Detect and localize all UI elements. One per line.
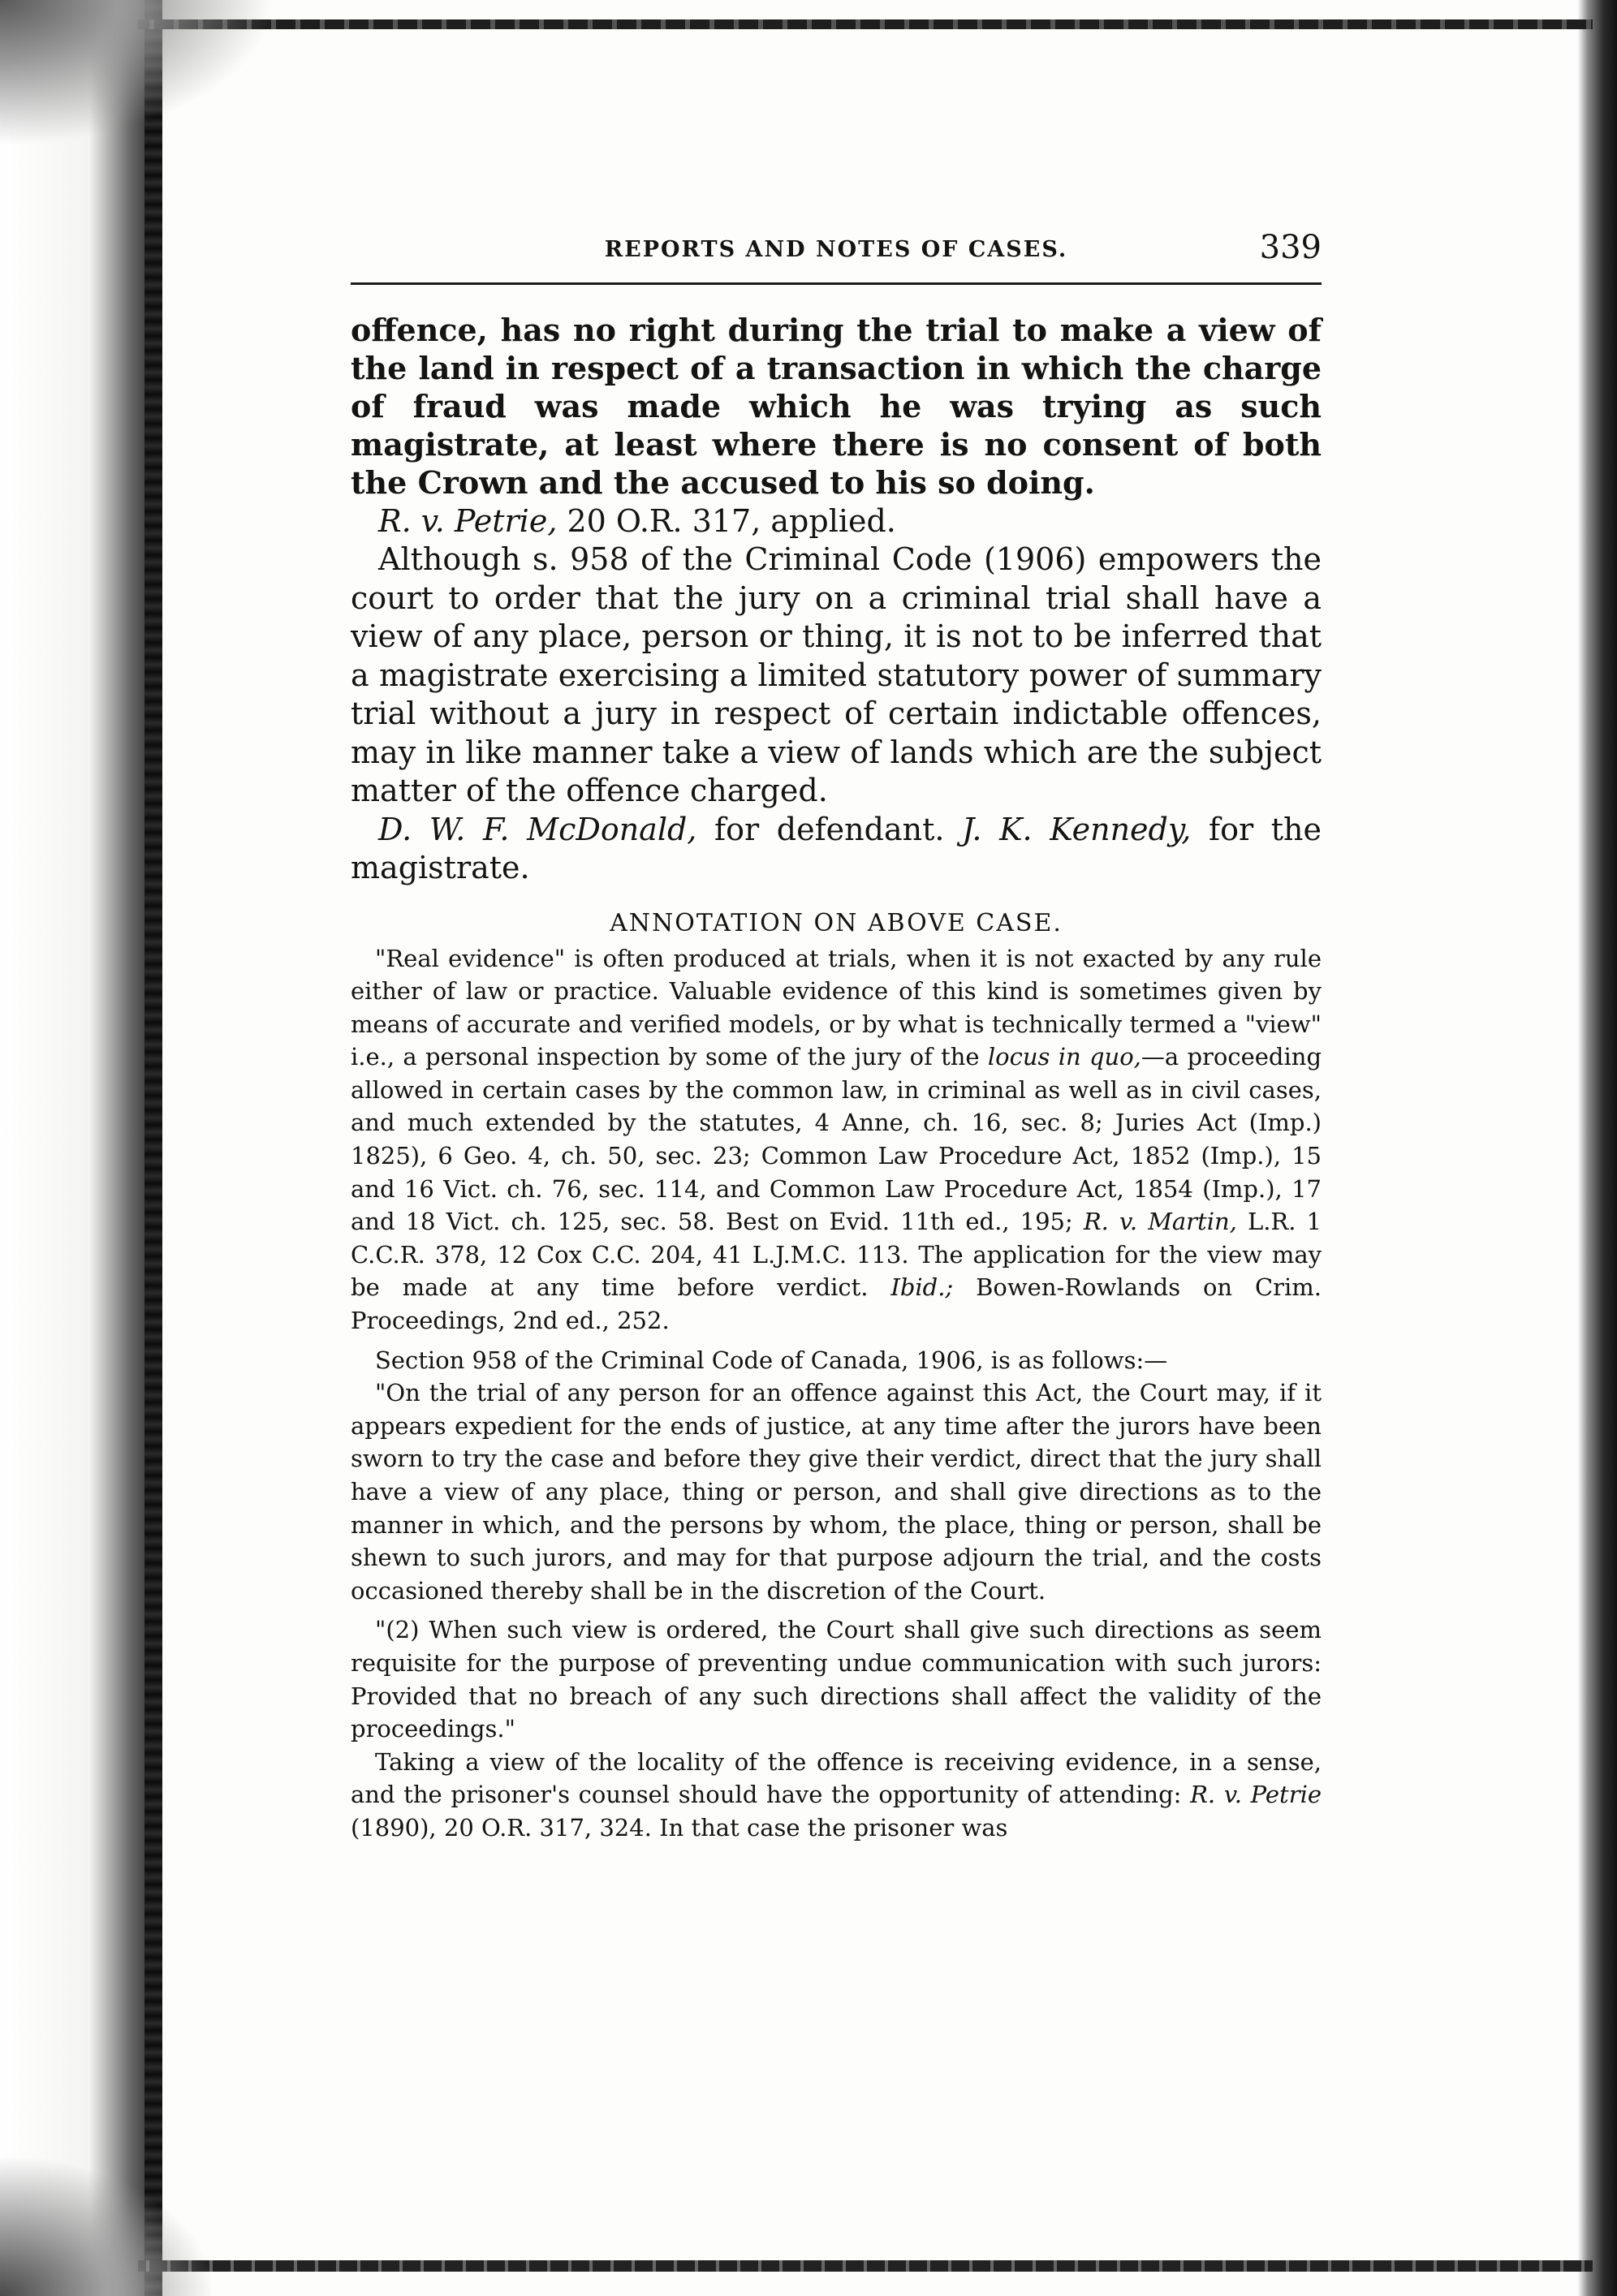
document-page	[351, 229, 1322, 1845]
case-petrie: R. v. Petrie	[1190, 1781, 1322, 1809]
counsel-defendant-name: D. W. F. McDonald,	[378, 811, 697, 847]
citation-case-name: R. v. Petrie,	[378, 503, 558, 539]
scan-bottom-edge	[138, 2260, 1593, 2272]
counsel-defendant-role: for defendant.	[696, 811, 963, 847]
scan-left-edge	[0, 0, 162, 2296]
counsel-line	[351, 811, 1322, 888]
paragraph-criminal-code: Although s. 958 of the Criminal Code (1906) empowers the court to order that the jury on a criminal trial shall have a view of any place, person or thing, it is not to be inferred that a magistrate exercising a limited statutory power of summary trial without a jury in respect of certain indictable offences, may in like manner take a view of lands which are the subject matter of the offence charged.	[351, 541, 1322, 808]
headnote: offence, has no right during the trial to make a view of the land in respect of a transaction in which the charge of fraud was made which he was trying as such magistrate, at least where there is no consent of both the Crown and the accused to his so doing.	[351, 312, 1322, 501]
page-number: 339	[1259, 229, 1322, 266]
locus-in-quo: locus in quo,	[987, 1043, 1141, 1071]
annotation-text: "Real evidence" is often produced at trials, when it is not exacted by any rule either of law or practice. Valuable evidence of this kind is sometimes given by means of accurate and verified models, or by what is technically termed a "view" i.e., a personal inspection by some of the jury of the	[351, 944, 1322, 1071]
citation-applied	[351, 502, 1322, 541]
main-body	[351, 541, 1322, 888]
statute-quote-para-2: "(2) When such view is ordered, the Court shall give such directions as seem requisite for the purpose of preventing undue communication with such jurors: Provided that no breach of any such directions shall affect the validity of the proceedings."	[351, 1616, 1322, 1743]
ibid: Ibid.;	[890, 1273, 954, 1302]
annotation-section-958-intro: Section 958 of the Criminal Code of Canada, 1906, is as follows:—	[375, 1346, 1168, 1374]
running-title: REPORTS AND NOTES OF CASES.	[604, 237, 1068, 262]
statute-quote	[351, 1376, 1322, 1746]
annotation-paragraph-real-evidence	[351, 942, 1322, 1338]
citation-reference: 20 O.R. 317, applied.	[557, 503, 896, 539]
case-martin: R. v. Martin,	[1083, 1208, 1237, 1236]
annotation-text: L.R. 1 C.C.R. 378, 12 Cox C.C. 204, 41 L.J.M.C. 113. The application for the view may be made at any time before verdict.	[351, 1208, 1322, 1302]
annotation-text: Taking a view of the locality of the offence is receiving evidence, in a sense, and the prisoner's counsel should have the opportunity of attending:	[351, 1747, 1322, 1809]
statute-quote-para-1: "On the trial of any person for an offence against this Act, the Court may, if it appears expedient for the ends of justice, at any time after the jurors have been sworn to try the case and before they give their verdict, direct that the jury shall have a view of any place, thing or person, and shall give directions as to the manner in which, and the persons by whom, the place, thing or person, shall be shewn to such jurors, and may for that purpose adjourn the trial, and the costs occasioned thereby shall be in the discretion of the Court.	[351, 1379, 1322, 1605]
annotation-title: ANNOTATION ON ABOVE CASE.	[610, 908, 1063, 937]
scan-right-edge	[1578, 0, 1617, 2296]
running-head	[351, 229, 1322, 285]
scan-shadow-top-left	[0, 0, 276, 146]
counsel-magistrate-role: for the magistrate.	[351, 811, 1322, 885]
annotation-text: (1890), 20 O.R. 317, 324. In that case the prisoner was	[351, 1813, 1008, 1842]
counsel-magistrate-name: J. K. Kennedy,	[962, 811, 1192, 847]
scan-shadow-bottom-left	[0, 2158, 211, 2296]
scan-top-edge	[138, 19, 1593, 29]
annotation-text: —a proceeding allowed in certain cases by the common law, in criminal as well as in civil cases, and much extended by the statutes, 4 Anne, ch. 16, sec. 8; Juries Act (Imp.) 1825), 6 Geo. 4, ch. 50, sec. 23; Common Law Procedure Act, 1852 (Imp.), 15 and 16 Vict. ch. 76, sec. 114, and Common Law Procedure Act, 1854 (Imp.), 17 and 18 Vict. ch. 125, sec. 58. Best on Evid. 11th ed., 195;	[351, 1043, 1322, 1236]
annotation-text: Bowen-Rowlands on Crim. Proceedings, 2nd ed., 252.	[351, 1273, 1322, 1335]
annotation-body	[351, 942, 1322, 1845]
annotation-paragraph-locality	[351, 1746, 1322, 1845]
